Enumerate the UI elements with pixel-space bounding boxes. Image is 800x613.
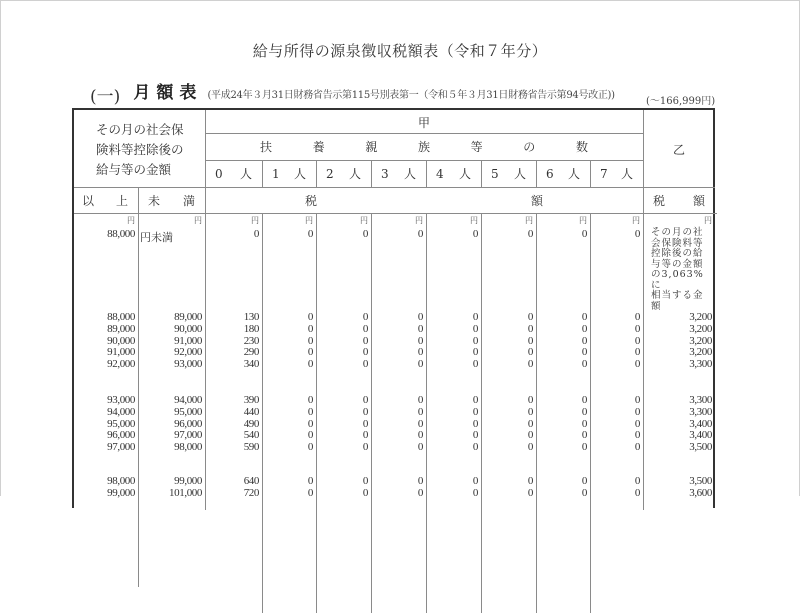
kou-tax-value: 0	[307, 346, 313, 359]
dependent-count-part: 5	[491, 166, 499, 181]
kou-tax-value: 0	[634, 334, 640, 347]
otsu-tax-value: 3,300	[689, 394, 712, 406]
otsu-zeigaku-header-char: 額	[692, 193, 705, 208]
kou-tax-value: 0	[417, 322, 423, 335]
document-title: 給与所得の源泉徴収税額表（令和７年分）	[252, 42, 548, 60]
kou-tax-value: 0	[307, 417, 313, 430]
dependent-count-part: 3	[381, 166, 389, 181]
amount-to: 96,000	[174, 417, 202, 430]
otsu-tax-value: 3,400	[689, 429, 712, 442]
dependent-count-header	[371, 160, 426, 187]
amount-header-line: 給与等の金額	[96, 161, 172, 177]
kou-tax-value: 0	[527, 311, 533, 323]
kou-tax-value: 0	[634, 228, 640, 240]
section-heading	[90, 78, 615, 107]
dependent-count-header	[481, 160, 536, 187]
kou-tax-value: 0	[581, 311, 587, 323]
amount-from: 92,000	[107, 358, 135, 371]
kou-tax-value: 0	[634, 322, 640, 335]
otsu-note-line: 額	[651, 300, 662, 312]
dependent-count-part: 人	[348, 167, 361, 181]
kou-tax-value: 0	[362, 322, 368, 335]
dependents-header-char: 養	[312, 140, 325, 154]
amount-to: 円未満	[140, 231, 173, 244]
kou-tax-value: 0	[307, 322, 313, 335]
kou-tax-value: 0	[472, 358, 478, 371]
otsu-tax-value: 3,600	[689, 486, 712, 499]
range-note: (～166,999円)	[646, 96, 716, 107]
dependents-header-char: 数	[575, 140, 588, 154]
dependent-count-part: 0	[215, 166, 223, 181]
yen-unit: 円	[579, 216, 587, 225]
kou-tax-value: 180	[243, 322, 259, 335]
kou-tax-value: 0	[634, 346, 640, 359]
dependent-count-part: 2	[326, 166, 334, 181]
dependent-count-part: 7	[600, 166, 608, 181]
kou-tax-value: 0	[472, 311, 478, 323]
kou-tax-value: 0	[581, 358, 587, 371]
amount-from: 91,000	[107, 346, 135, 359]
amount-from: 94,000	[107, 405, 135, 418]
dependent-count-part: 人	[620, 167, 633, 181]
kou-tax-value: 0	[307, 475, 313, 487]
kou-tax-value: 0	[634, 475, 640, 487]
kou-tax-value: 0	[527, 429, 533, 442]
dependent-count-part: 人	[239, 167, 252, 181]
amount-to: 93,000	[174, 358, 202, 371]
kou-tax-value: 0	[362, 346, 368, 359]
ijou-header-char: 上	[115, 193, 128, 208]
amount-from: 89,000	[107, 322, 135, 335]
kou-tax-value: 0	[307, 405, 313, 418]
kou-tax-value: 0	[634, 405, 640, 418]
miman-header-char: 未	[148, 193, 161, 208]
kou-tax-value: 340	[243, 358, 259, 371]
kou-tax-value: 0	[581, 429, 587, 442]
amount-from: 95,000	[107, 417, 135, 430]
dependent-count-header	[205, 160, 262, 187]
kou-tax-value: 0	[417, 346, 423, 359]
kou-tax-value: 0	[527, 358, 533, 371]
kou-tax-value: 0	[417, 394, 423, 406]
kou-tax-value: 0	[362, 475, 368, 487]
yen-unit: 円	[305, 216, 313, 225]
kou-tax-value: 0	[581, 475, 587, 487]
dependent-count-part: 人	[293, 167, 306, 181]
zeigaku-header-char: 税	[305, 193, 318, 208]
kou-tax-value: 0	[634, 441, 640, 454]
column-divider	[138, 187, 139, 587]
dependent-count-header	[262, 160, 316, 187]
amount-from: 96,000	[107, 429, 135, 442]
kou-tax-value: 0	[472, 441, 478, 454]
miman-header-char: 満	[182, 193, 195, 208]
zeigaku-header	[205, 187, 643, 213]
kou-tax-value: 0	[527, 441, 533, 454]
otsu-note-line: 相当する金	[651, 290, 704, 301]
kou-tax-value: 720	[243, 486, 259, 499]
kou-tax-value: 0	[634, 358, 640, 371]
ijou-header-char: 以	[82, 193, 95, 208]
kou-tax-value: 0	[362, 311, 368, 323]
kou-tax-value: 0	[472, 334, 478, 347]
ijou-header	[72, 187, 138, 213]
amount-from: 90,000	[107, 334, 135, 347]
kou-tax-value: 0	[417, 405, 423, 418]
kou-tax-value: 0	[307, 441, 313, 454]
otsu-note-line: 会保険料等	[651, 237, 704, 249]
kou-tax-value: 0	[527, 417, 533, 430]
dependents-header-char: 族	[417, 140, 430, 154]
yen-unit: 円	[704, 216, 712, 225]
kou-tax-value: 0	[472, 429, 478, 442]
otsu-tax-value: 3,300	[689, 405, 712, 418]
amount-from: 93,000	[107, 394, 135, 406]
withholding-tax-table	[72, 108, 715, 508]
kou-tax-value: 0	[362, 417, 368, 430]
yen-unit: 円	[251, 216, 259, 225]
amount-from: 97,000	[107, 441, 135, 454]
section-number: (一)	[90, 87, 121, 107]
kou-tax-value: 0	[417, 429, 423, 442]
kou-tax-value: 390	[243, 394, 259, 406]
kou-tax-value: 230	[243, 334, 259, 347]
kou-tax-value: 0	[581, 346, 587, 359]
amount-header-line: 険料等控除後の	[96, 141, 184, 157]
kou-tax-value: 0	[307, 394, 313, 406]
dependents-header-char: の	[523, 140, 536, 154]
dependents-header-char: 等	[470, 140, 483, 154]
kou-tax-value: 0	[307, 334, 313, 347]
dependent-count-part: 1	[272, 166, 280, 181]
kou-tax-value: 0	[527, 486, 533, 499]
otsu-tax-value: 3,500	[689, 441, 712, 454]
section-legal-note: (平成24年３月31日財務省告示第115号別表第一（令和５年３月31日財務省告示第94号改正))	[207, 90, 615, 101]
otsu-tax-value: 3,400	[689, 417, 712, 430]
kou-tax-value: 0	[634, 394, 640, 406]
kou-tax-value: 0	[472, 228, 478, 240]
amount-to: 99,000	[174, 475, 202, 487]
amount-to: 90,000	[174, 322, 202, 335]
amount-header-line: その月の社会保	[96, 121, 184, 137]
kou-tax-value: 0	[527, 322, 533, 335]
otsu-header: 乙	[672, 143, 685, 157]
dependent-count-part: 人	[403, 167, 416, 181]
dependent-count-header	[316, 160, 371, 187]
section-title: 月額表	[133, 83, 203, 103]
kou-tax-value: 0	[472, 475, 478, 487]
otsu-note-line: その月の社	[651, 227, 704, 238]
kou-tax-value: 0	[307, 486, 313, 499]
otsu-tax-value: 3,500	[689, 475, 712, 487]
kou-tax-value: 0	[581, 405, 587, 418]
otsu-zeigaku-header-char: 税	[653, 193, 666, 208]
kou-tax-value: 0	[634, 429, 640, 442]
dependent-count-part: 4	[436, 166, 444, 181]
kou-tax-value: 0	[362, 358, 368, 371]
dependent-count-header	[536, 160, 590, 187]
kou-tax-value: 0	[417, 334, 423, 347]
amount-to: 95,000	[174, 405, 202, 418]
kou-tax-value: 0	[417, 358, 423, 371]
amount-from: 99,000	[107, 486, 135, 499]
kou-tax-value: 0	[527, 334, 533, 347]
amount-to: 91,000	[174, 334, 202, 347]
amount-from: 88,000	[107, 311, 135, 323]
otsu-note-line: の3,063%に	[651, 269, 704, 291]
amount-from: 88,000	[107, 228, 135, 240]
kou-tax-value: 0	[527, 346, 533, 359]
kou-tax-value: 590	[243, 441, 259, 454]
kou-tax-value: 640	[243, 475, 259, 487]
kou-tax-value: 0	[362, 334, 368, 347]
kou-tax-value: 0	[472, 346, 478, 359]
kou-tax-value: 0	[527, 475, 533, 487]
dependent-count-header	[426, 160, 481, 187]
kou-tax-value: 0	[362, 405, 368, 418]
kou-tax-value: 0	[417, 475, 423, 487]
amount-to: 101,000	[169, 486, 202, 499]
otsu-note-line: 控除後の給	[651, 248, 704, 259]
dependents-header-char: 扶	[260, 140, 273, 154]
kou-tax-value: 0	[253, 228, 259, 240]
dependents-header-char: 親	[365, 140, 378, 154]
dependent-count-part: 人	[567, 167, 580, 181]
kou-tax-value: 0	[581, 486, 587, 499]
kou-tax-value: 0	[472, 417, 478, 430]
dependent-count-part: 6	[546, 166, 554, 181]
otsu-zeigaku-header	[643, 187, 715, 213]
kou-tax-value: 0	[307, 358, 313, 371]
kou-tax-value: 0	[581, 394, 587, 406]
kou-tax-value: 0	[472, 394, 478, 406]
otsu-tax-value: 3,300	[689, 358, 712, 371]
kou-tax-value: 0	[581, 441, 587, 454]
zeigaku-header-char: 額	[530, 193, 543, 208]
yen-unit: 円	[127, 216, 135, 225]
kou-tax-value: 0	[581, 228, 587, 240]
kou-tax-value: 0	[362, 394, 368, 406]
kou-tax-value: 0	[362, 486, 368, 499]
kou-tax-value: 490	[243, 417, 259, 430]
kou-tax-value: 0	[362, 228, 368, 240]
kou-tax-value: 0	[472, 322, 478, 335]
otsu-note-line: 与等の金額	[651, 258, 704, 270]
kou-tax-value: 0	[307, 429, 313, 442]
kou-tax-value: 0	[527, 228, 533, 240]
yen-unit: 円	[194, 216, 202, 225]
kou-tax-value: 0	[362, 441, 368, 454]
amount-from: 98,000	[107, 475, 135, 487]
kou-tax-value: 0	[307, 311, 313, 323]
yen-unit: 円	[470, 216, 478, 225]
kou-tax-value: 290	[243, 346, 259, 359]
yen-unit: 円	[415, 216, 423, 225]
kou-tax-value: 0	[581, 417, 587, 430]
amount-to: 98,000	[174, 441, 202, 454]
kou-tax-value: 540	[243, 429, 259, 442]
dependent-count-part: 人	[513, 167, 526, 181]
amount-header	[74, 110, 207, 189]
kou-tax-value: 0	[527, 394, 533, 406]
kou-tax-value: 0	[417, 486, 423, 499]
kou-tax-value: 0	[417, 417, 423, 430]
dependent-count-header	[590, 160, 643, 187]
otsu-note	[651, 228, 711, 312]
dependents-header	[205, 133, 643, 160]
kou-tax-value: 0	[472, 486, 478, 499]
kou-tax-value: 0	[417, 228, 423, 240]
kou-tax-value: 0	[362, 429, 368, 442]
otsu-tax-value: 3,200	[689, 334, 712, 347]
otsu-tax-value: 3,200	[689, 322, 712, 335]
otsu-tax-value: 3,200	[689, 311, 712, 323]
kou-tax-value: 0	[472, 405, 478, 418]
yen-unit: 円	[632, 216, 640, 225]
kou-tax-value: 0	[581, 334, 587, 347]
miman-header	[138, 187, 205, 213]
kou-tax-value: 0	[634, 311, 640, 323]
kou-tax-value: 0	[417, 441, 423, 454]
dependent-count-part: 人	[458, 167, 471, 181]
kou-tax-value: 130	[243, 311, 259, 323]
kou-tax-value: 0	[634, 417, 640, 430]
row-divider	[74, 213, 717, 214]
kou-tax-value: 440	[243, 405, 259, 418]
kou-tax-value: 0	[634, 486, 640, 499]
kou-tax-value: 0	[307, 228, 313, 240]
amount-to: 92,000	[174, 346, 202, 359]
amount-to: 89,000	[174, 311, 202, 323]
kou-tax-value: 0	[417, 311, 423, 323]
kou-header: 甲	[417, 116, 430, 130]
amount-to: 94,000	[174, 394, 202, 406]
yen-unit: 円	[525, 216, 533, 225]
kou-tax-value: 0	[527, 405, 533, 418]
yen-unit: 円	[360, 216, 368, 225]
otsu-tax-value: 3,200	[689, 346, 712, 359]
kou-tax-value: 0	[581, 322, 587, 335]
amount-to: 97,000	[174, 429, 202, 442]
